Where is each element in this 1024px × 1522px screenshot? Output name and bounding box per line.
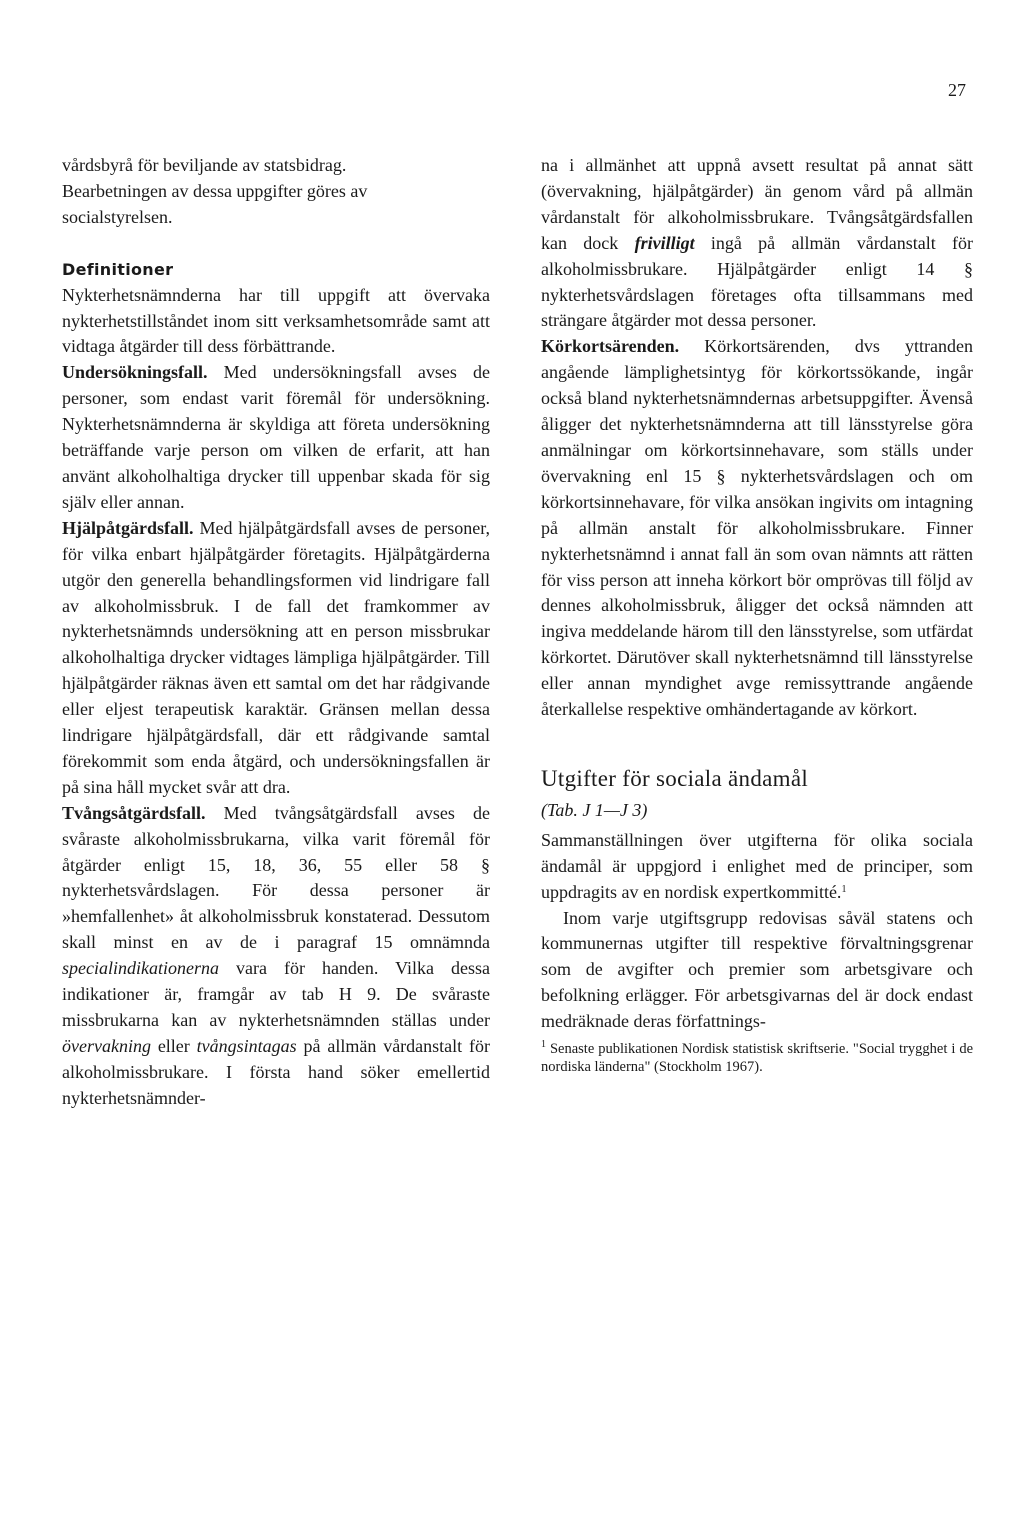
table-reference: (Tab. J 1—J 3) (541, 799, 648, 820)
intro-line: socialstyrelsen. (62, 206, 173, 227)
left-column (62, 153, 490, 1112)
korkort-text: Körkortsärenden, dvs yttranden angående lämplighetsintyg för körkortssökande, ingår också bland nykterhetsnämndernas arbetsuppgifter. Ävenså åligger det nykterhetsnämnderna att till länsstyrelse göra anmälningar om körkortsinnehavare, som ställs under övervakning enl 15 § nykterhetsvårdslagen och om körkortsinnehavare, för vilka ansökan ingivits om intagning på allmän anstalt för alkoholmissbrukare. Finner nykterhetsnämnd i annat fall än som ovan nämnts att rätten för viss person att inneha körkort bör omprövas till följd av dennes alkoholmissbruk, åligger det också nämnden att ingiva meddelande härom till den länsstyrelse, som utfärdat körkortet. Därutöver skall nykterhetsnämnd till länsstyrelse eller annan myndighet avge remissyttrande angående återkallelse respektive omhändertagande av körkort. (541, 336, 973, 720)
footnote (541, 1041, 973, 1076)
intro-line: Bearbetningen av dessa uppgifter göres av (62, 180, 368, 201)
undersokningsfall-term: Undersökningsfall. (62, 362, 208, 383)
tvangsatgardsfall-term: Tvångsåtgärdsfall. (62, 802, 206, 823)
footnote-marker: 1 (841, 883, 847, 895)
intro-line: vårdsbyrå för beviljande av statsbidrag. (62, 155, 347, 175)
hjalpatgardsfall-text: Med hjälpåtgärdsfall avses de personer, för vilka enbart hjälpåtgärder företagits. Hjälpåtgärderna utgör den generella behandlingsformen vid lindrigare fall av alkoholmissbruk. I de fall det framkommer av nykterhetsnämnds undersökning att en person missbrukar alkoholhaltiga drycker vidtages lämpliga hjälpåtgärder. Till hjälpåtgärder räknas även ett samtal om det har rådgivande eller eljest terapeutisk karaktär. Gränsen mellan dessa lindrigare hjälpåtgärdsfall, där ett rådgivande samtal förekommit som enda åtgärd, och undersökningsfallen är på sina håll mycket svår att dra. (62, 517, 490, 797)
footnote-number: 1 (541, 1039, 546, 1051)
definitions-paragraph: Nykterhetsnämnderna har till uppgift att övervaka nykterhetstillståndet inom sitt verksamhetsområde samt att vidtaga åtgärder till dess förbättrande. (62, 284, 490, 357)
tvangsatgardsfall-text: eller (150, 1035, 197, 1056)
continued-paragraph (541, 153, 973, 334)
continued-italic: frivilligt (634, 232, 695, 253)
tvangsatgardsfall-italic: övervakning (62, 1035, 151, 1056)
tvangsatgardsfall-italic: tvångsintagas (196, 1035, 297, 1056)
undersokningsfall-paragraph (62, 360, 490, 515)
page-number: 27 (948, 80, 966, 100)
spacer (62, 231, 490, 257)
continued-text: na i allmänhet att uppnå avsett resultat på annat sätt (övervakning, hjälpåtgärder) än genom vård på allmän vårdanstalt för alkoholmissbrukare. Tvångsåtgärdsfallen kan dock (541, 155, 973, 253)
tvangsatgardsfall-italic: specialindikationerna (62, 958, 219, 979)
section-paragraph (541, 828, 973, 906)
korkort-paragraph (541, 334, 973, 723)
tvangsatgardsfall-text: på allmän vårdanstalt för alkoholmissbrukare. I första hand söker emellertid nykterhetsnämnder- (62, 1035, 490, 1108)
section-text: Sammanställningen över utgifterna för olika sociala ändamål är uppgjord i enlighet med de principer, som uppdragits av en nordisk expertkommitté. (541, 829, 973, 902)
continued-text: ingå på allmän vårdanstalt för alkoholmissbrukare. Hjälpåtgärder enligt 14 § nykterhetsvårdslagen företages ofta tillsammans med strängare åtgärder mot dessa personer. (541, 232, 973, 331)
tvangsatgardsfall-text: vara för handen. Vilka dessa indikationer är, framgår av tab H 9. De svåraste missbrukarna kan av nykterhetsnämnden ställas under (62, 958, 490, 1030)
tvangsatgardsfall-paragraph (62, 801, 490, 1112)
definitions-heading: Definitioner (62, 259, 174, 279)
hjalpatgardsfall-paragraph (62, 516, 490, 801)
section-paragraph: Inom varje utgiftsgrupp redovisas såväl statens och kommunernas utgifter till respektive förvaltningsgrenar som de avgifter och premier som arbetsgivare och befolkning erlägger. För arbetsgivarnas del är dock endast medräknade deras författnings- (541, 907, 973, 1032)
hjalpatgardsfall-term: Hjälpåtgärdsfall. (62, 517, 194, 538)
korkort-term: Körkortsärenden. (541, 336, 680, 357)
undersokningsfall-text: Med undersökningsfall avses de personer, som endast varit föremål för undersökning. Nykterhetsnämnderna är skyldiga att företa undersökning beträffande varje person om vilken de erfarit, att han använt alkoholhaltiga drycker till uppenbar skada för sig själv eller annan. (62, 362, 490, 512)
tvangsatgardsfall-text: Med tvångsåtgärdsfall avses de svåraste alkoholmissbrukarna, vilka varit föremål för åtgärder enligt 15, 18, 36, 55 eller 58 § nykterhetsvårdslagen. För dessa personer är »hemfallenhet» åt alkoholmissbruk konstaterad. Dessutom skall minst en av de i paragraf 15 omnämnda (62, 802, 490, 953)
section-heading: Utgifter för sociala ändamål (541, 765, 809, 791)
right-column (541, 153, 973, 1076)
footnote-text: Senaste publikationen Nordisk statistisk skriftserie. "Social trygghet i de nordiska länderna" (Stockholm 1967). (541, 1041, 973, 1075)
